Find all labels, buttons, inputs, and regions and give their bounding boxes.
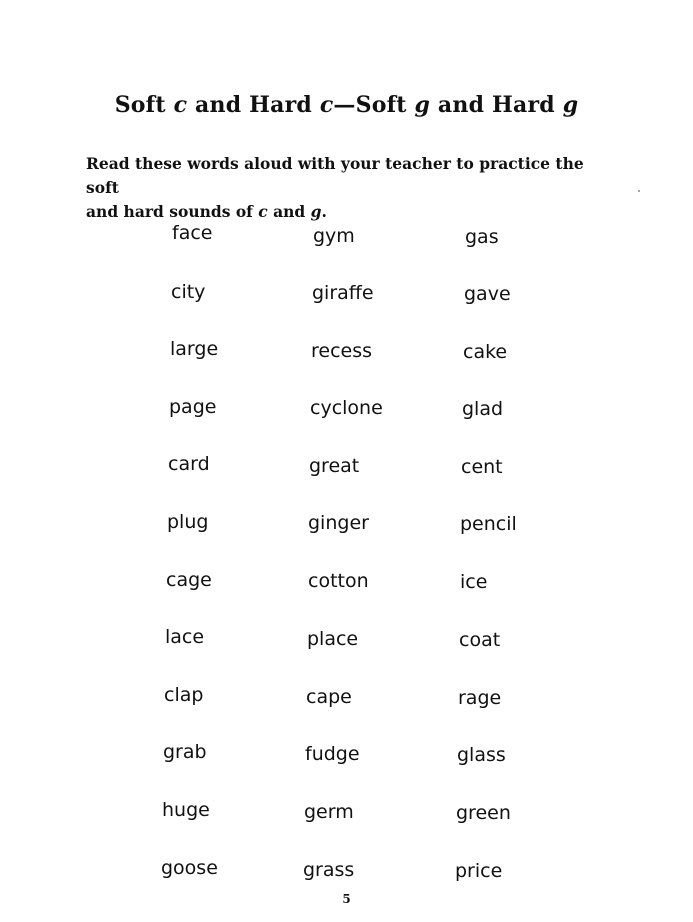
word: giraffe [312, 282, 374, 304]
word: gas [465, 226, 499, 248]
word: cake [463, 341, 508, 363]
word: glad [462, 398, 504, 420]
word: germ [304, 801, 354, 823]
word: gave [464, 283, 511, 305]
word: glass [457, 744, 506, 766]
word: page [169, 396, 217, 418]
word: coat [459, 629, 501, 651]
word: cape [306, 686, 352, 708]
word: cyclone [310, 397, 383, 419]
word: clap [164, 684, 204, 706]
instructions: Read these words aloud with your teacher to practice the soft and hard sounds of c and g. [86, 154, 584, 221]
word: large [170, 338, 219, 360]
page-title: Soft c and Hard c—Soft g and Hard g [114, 92, 579, 118]
word: pencil [460, 513, 517, 535]
word: fudge [305, 743, 360, 765]
word: gym [313, 225, 355, 247]
word: recess [311, 340, 373, 362]
word: green [456, 802, 511, 824]
word: grass [303, 859, 355, 881]
word: lace [165, 626, 205, 648]
word: card [168, 453, 210, 475]
word: plug [167, 511, 209, 533]
word: cent [461, 456, 503, 478]
word: huge [162, 799, 210, 821]
word: grab [163, 741, 207, 763]
word: rage [458, 687, 502, 709]
word: ginger [308, 512, 369, 534]
word: city [171, 281, 206, 303]
word: ice [460, 571, 488, 593]
word: price [455, 860, 503, 882]
word: cotton [308, 570, 369, 592]
page-number: 5 [342, 892, 351, 906]
word: face [172, 222, 213, 244]
word: place [307, 628, 359, 650]
word: cage [166, 569, 212, 591]
word: great [309, 455, 360, 477]
word: goose [161, 857, 218, 879]
